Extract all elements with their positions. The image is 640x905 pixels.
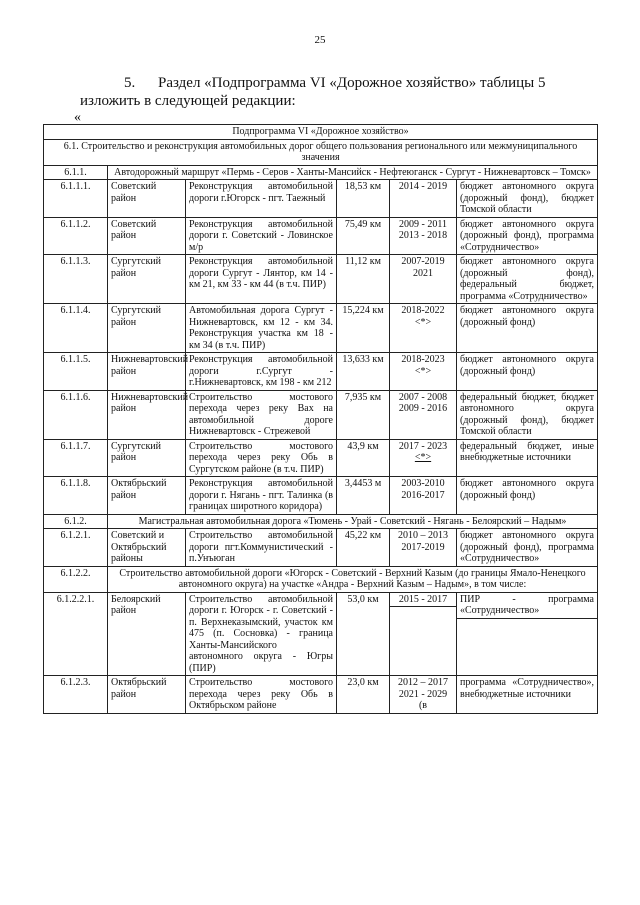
row-years	[390, 477, 457, 515]
row-capacity: 13,633 км	[337, 353, 390, 391]
table-body	[44, 125, 598, 714]
group-row	[44, 566, 598, 592]
row-years	[390, 676, 457, 714]
row-years	[390, 439, 457, 477]
row-years-line: 2009 - 2011	[399, 218, 447, 230]
program-title-row	[44, 125, 598, 140]
row-object: Реконструкция автомобильной дороги г. Нягань - пгт. Талинка (в границах широтного коридора)	[186, 477, 337, 515]
table-row	[44, 439, 598, 477]
row-source: бюджет автономного округа (дорожный фонд), программа «Сотрудничество»	[457, 529, 598, 567]
row-source: бюджет автономного округа (дорожный фонд)	[457, 353, 598, 391]
row-object: Реконструкция автомобильной дороги г. Советский - Ловинское м/р	[186, 217, 337, 255]
row-district: Советский район	[108, 180, 186, 218]
row-years-value: 2015 - 2017	[398, 593, 448, 605]
row-district: Советский район	[108, 217, 186, 255]
row-object: Реконструкция автомобильной дороги г.Югорск - пгт. Таежный	[186, 180, 337, 218]
table-row	[44, 529, 598, 567]
row-years-mark: <*>	[414, 452, 432, 463]
program-table	[43, 124, 598, 714]
row-object: Строительство мостового перехода через реку Обь в Сургутском районе (в т.ч. ПИР)	[186, 439, 337, 477]
table-row	[44, 353, 598, 391]
row-district: Сургутский район	[108, 255, 186, 304]
section-row	[44, 139, 598, 165]
row-district: Белоярский район	[108, 592, 186, 676]
row-years-line: 2018-2022	[401, 305, 445, 316]
row-years	[390, 217, 457, 255]
row-code: 6.1.1.3.	[44, 255, 108, 304]
row-object: Автомобильная дорога Сургут - Нижневартовск, км 12 - км 34. Реконструкция участка км 18 - км 34 (в т.ч. ПИР)	[186, 304, 337, 353]
row-district: Сургутский район	[108, 439, 186, 477]
row-years-line: 2003-2010	[401, 478, 445, 489]
row-object: Строительство автомобильной дороги пгт.Коммунистический - п.Унъюган	[186, 529, 337, 567]
row-district: Советский и Октябрьский районы	[108, 529, 186, 567]
row-years-line: 2013 - 2018	[398, 230, 448, 241]
row-capacity: 23,0 км	[337, 676, 390, 714]
table-row	[44, 304, 598, 353]
row-source	[457, 592, 598, 676]
row-years-line: 2009 - 2016	[398, 403, 448, 414]
row-years	[390, 180, 457, 218]
section-title: 6.1. Строительство и реконструкция автомобильных дорог общего пользования регионального или межмуниципального значения	[44, 139, 598, 165]
group-code: 6.1.2.2.	[44, 566, 108, 592]
row-source: федеральный бюджет, иные внебюджетные источники	[457, 439, 598, 477]
group-title: Магистральная автомобильная дорога «Тюмень - Урай - Советский - Нягань - Белоярский – Надым»	[108, 514, 598, 529]
row-source: бюджет автономного округа (дорожный фонд), программа «Сотрудничество»	[457, 217, 598, 255]
row-capacity: 75,49 км	[337, 217, 390, 255]
row-code: 6.1.1.6.	[44, 390, 108, 439]
row-years-line: 2010 – 2013	[398, 530, 448, 541]
section-heading	[80, 74, 590, 110]
row-district: Нижневартовский район	[108, 353, 186, 391]
row-capacity: 43,9 км	[337, 439, 390, 477]
row-district: Нижневартовский район	[108, 390, 186, 439]
row-years	[390, 255, 457, 304]
row-code: 6.1.1.8.	[44, 477, 108, 515]
row-object: Реконструкция автомобильной дороги г.Сургут - г.Нижневартовск, км 198 - км 212	[186, 353, 337, 391]
table-row	[44, 390, 598, 439]
row-district: Октябрьский район	[108, 676, 186, 714]
row-district: Октябрьский район	[108, 477, 186, 515]
row-source: бюджет автономного округа (дорожный фонд), бюджет Томской области	[457, 180, 598, 218]
row-capacity: 53,0 км	[337, 592, 390, 676]
open-quote: «	[74, 110, 81, 125]
table-row	[44, 676, 598, 714]
row-source: бюджет автономного округа (дорожный фонд)	[457, 304, 598, 353]
row-capacity: 11,12 км	[337, 255, 390, 304]
group-row	[44, 514, 598, 529]
table-row	[44, 217, 598, 255]
row-capacity: 15,224 км	[337, 304, 390, 353]
group-code: 6.1.2.	[44, 514, 108, 529]
row-years	[390, 304, 457, 353]
row-capacity: 45,22 км	[337, 529, 390, 567]
row-years-line: (в	[418, 700, 428, 711]
row-years-empty	[390, 606, 456, 609]
heading-line-2: изложить в следующей редакции:	[80, 93, 296, 109]
row-code: 6.1.1.4.	[44, 304, 108, 353]
row-years	[390, 592, 457, 676]
row-code: 6.1.2.3.	[44, 676, 108, 714]
row-code: 6.1.1.7.	[44, 439, 108, 477]
table-row	[44, 477, 598, 515]
row-years-line: 2016-2017	[401, 489, 445, 501]
row-code: 6.1.1.5.	[44, 353, 108, 391]
row-code: 6.1.2.2.1.	[44, 592, 108, 676]
table-row	[44, 592, 598, 676]
row-code: 6.1.1.2.	[44, 217, 108, 255]
group-code: 6.1.1.	[44, 165, 108, 180]
row-years-line: 2017 - 2023	[398, 440, 448, 452]
table-row	[44, 255, 598, 304]
row-object: Строительство мостового перехода через реку Обь в Октябрьском районе	[186, 676, 337, 714]
group-title: Строительство автомобильной дороги «Югорск - Советский - Верхний Казым (до границы Ямало-Ненецкого автономного округа) на участке «Андра - Верхний Казым – Надым», в том числе:	[108, 566, 598, 592]
row-source: бюджет автономного округа (дорожный фонд)	[457, 477, 598, 515]
row-source: бюджет автономного округа (дорожный фонд), федеральный бюджет, программа «Сотрудничество»	[457, 255, 598, 304]
row-years	[390, 529, 457, 567]
program-title: Подпрограмма VI «Дорожное хозяйство»	[44, 125, 598, 140]
row-years-line: 2018-2023	[401, 354, 445, 365]
row-years-line: 2007-2019	[401, 256, 445, 267]
row-years-mark: <*>	[414, 316, 432, 328]
row-years	[390, 353, 457, 391]
row-source: программа «Сотрудничество», внебюджетные источники	[457, 676, 598, 714]
row-years-line: 2021	[413, 267, 433, 279]
table-row	[44, 180, 598, 218]
row-years-line: 2012 – 2017	[398, 677, 448, 688]
row-years-mark: <*>	[414, 365, 432, 377]
row-years-line: 2014 - 2019	[398, 181, 448, 192]
row-capacity: 3,4453 м	[337, 477, 390, 515]
row-years-line: 2007 - 2008	[398, 391, 448, 403]
row-object: Реконструкция автомобильной дороги Сургут - Лянтор, км 14 - км 21, км 33 - км 44 (в т.ч. ПИР)	[186, 255, 337, 304]
row-source-empty	[457, 618, 597, 621]
row-source: федеральный бюджет, бюджет автономного округа (дорожный фонд), бюджет Томской области	[457, 390, 598, 439]
row-capacity: 7,935 км	[337, 390, 390, 439]
heading-line-1: Раздел «Подпрограмма VI «Дорожное хозяйство» таблицы 5	[158, 75, 546, 91]
group-row	[44, 165, 598, 180]
row-district: Сургутский район	[108, 304, 186, 353]
row-code: 6.1.2.1.	[44, 529, 108, 567]
row-source-value: ПИР - программа «Сотрудничество»	[460, 593, 594, 616]
row-years	[390, 390, 457, 439]
row-years-line: 2021 - 2029	[398, 688, 448, 700]
heading-number: 5.	[124, 75, 136, 91]
row-capacity: 18,53 км	[337, 180, 390, 218]
group-title: Автодорожный маршрут «Пермь - Серов - Ханты-Мансийск - Нефтеюганск - Сургут - Нижневартовск – Томск»	[108, 165, 598, 180]
row-object: Строительство мостового перехода через реку Вах на автомобильной дороге Нижневартовск - Стрежевой	[186, 390, 337, 439]
row-code: 6.1.1.1.	[44, 180, 108, 218]
page-number: 25	[314, 34, 326, 46]
row-object: Строительство автомобильной дороги г. Югорск - г. Советский - п. Верхнеказымский, участок км 475 (п. Сосновка) - граница Ханты-Мансийского автономного округа - Югры (ПИР)	[186, 592, 337, 676]
row-years-line: 2017-2019	[401, 541, 445, 553]
